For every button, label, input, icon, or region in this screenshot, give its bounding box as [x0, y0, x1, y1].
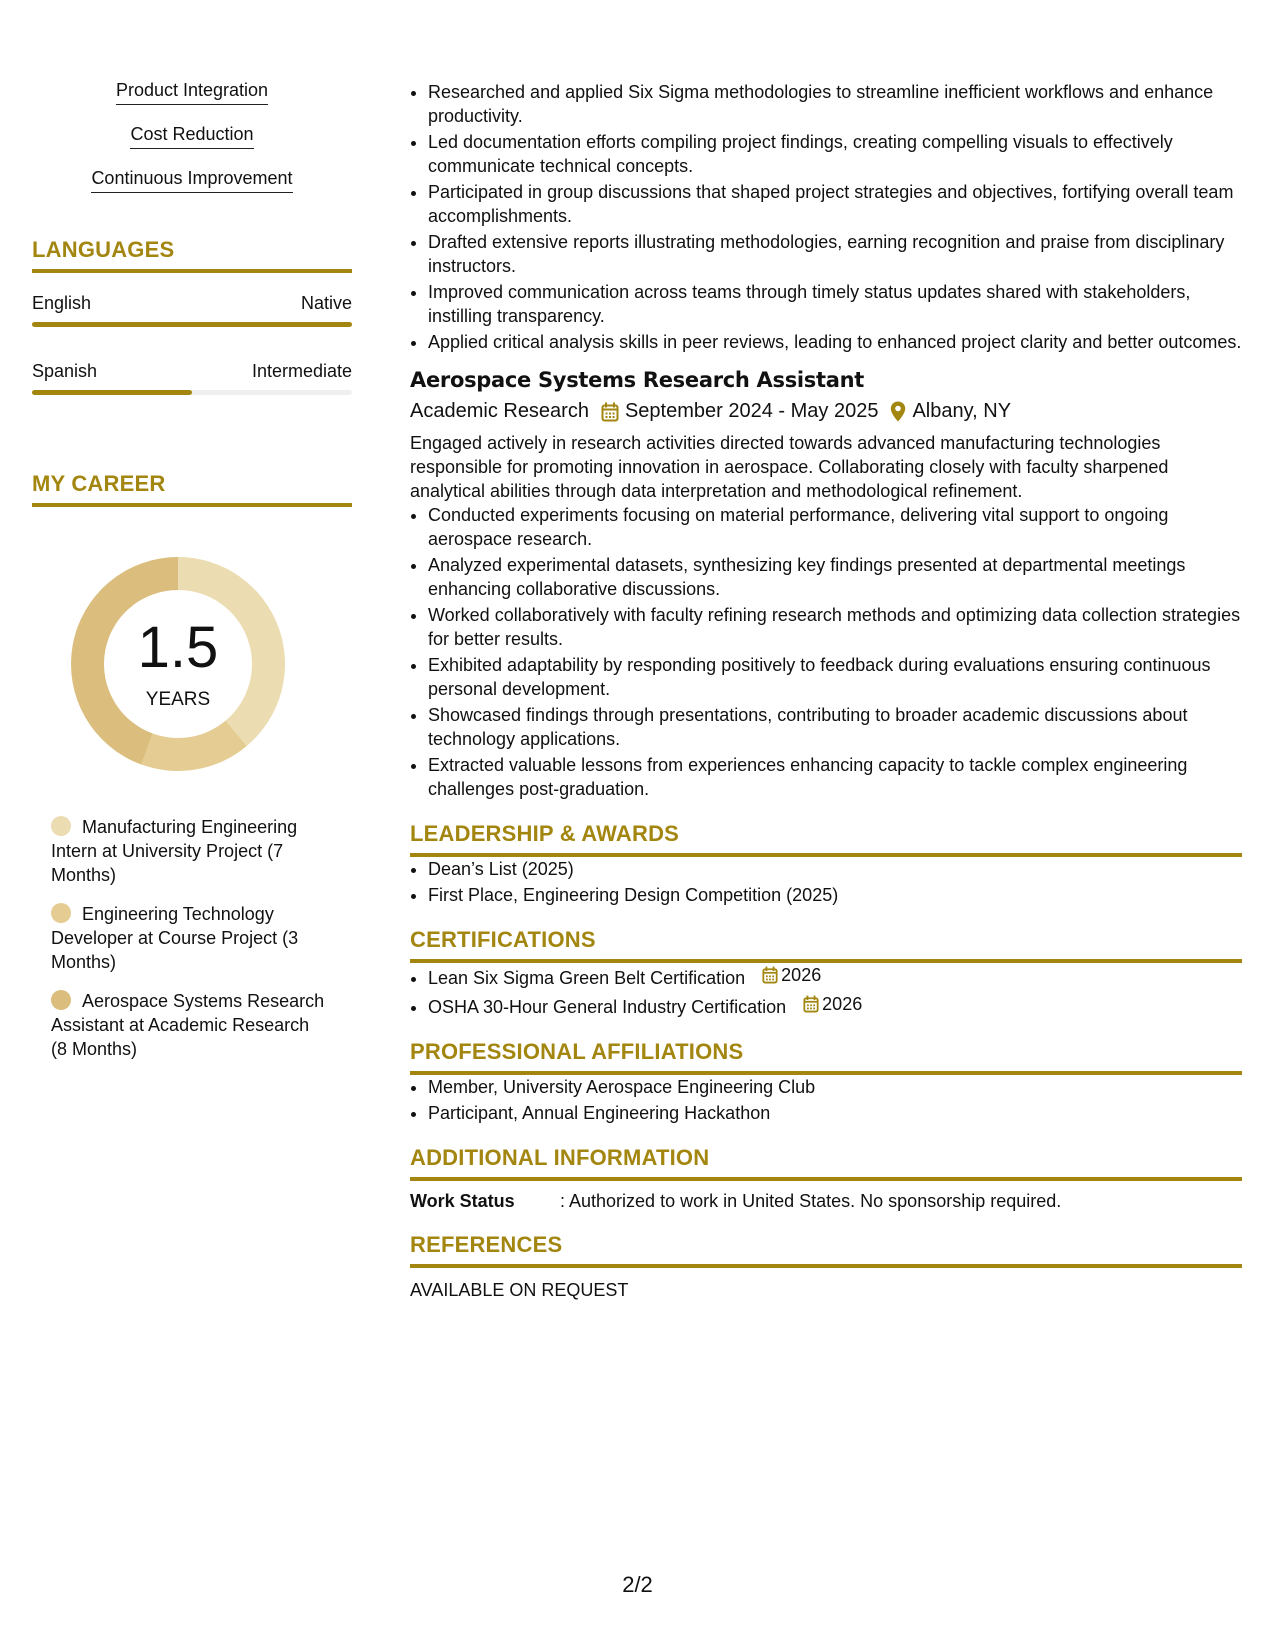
affiliations-section — [410, 1039, 1242, 1125]
language-level: Intermediate — [251, 361, 352, 381]
list-item: • Member, University Aerospace Engineering Club — [428, 1075, 1242, 1099]
language-level: Native — [300, 293, 352, 313]
language-bar-fill — [32, 322, 352, 327]
skill-item: Continuous Improvement — [32, 168, 352, 193]
section-title: LEADERSHIP & AWARDS — [410, 821, 680, 846]
skill-item: Product Integration — [32, 80, 352, 105]
legend-dot — [51, 816, 71, 836]
page-number: 2/2 — [622, 1572, 653, 1597]
career-section — [32, 471, 352, 1061]
list-item: • Dean’s List (2025) — [428, 857, 1242, 881]
list-item — [428, 963, 1242, 990]
certification-name: OSHA 30-Hour General Industry Certification — [428, 997, 787, 1017]
leadership-section — [410, 821, 1242, 907]
list-item: • Participant, Annual Engineering Hackathon — [428, 1101, 1242, 1125]
calendar-icon — [762, 966, 778, 984]
list-item — [428, 992, 1242, 1019]
job-bullets — [410, 503, 1242, 801]
section-title: PROFESSIONAL AFFILIATIONS — [410, 1039, 744, 1064]
language-name: Spanish — [32, 361, 98, 381]
certification-name: Lean Six Sigma Green Belt Certification — [428, 968, 746, 988]
language-name: English — [32, 293, 92, 313]
section-divider — [32, 269, 352, 273]
legend-dot — [51, 990, 71, 1010]
certification-year: 2026 — [803, 992, 862, 1016]
language-bar-fill — [32, 390, 192, 395]
calendar-icon — [803, 995, 819, 1013]
section-title: CERTIFICATIONS — [410, 927, 596, 952]
job-meta — [410, 400, 1242, 423]
list-item: • Applied critical analysis skills in peer reviews, leading to enhanced project clarity and better outcomes. — [428, 330, 1242, 354]
career-legend — [51, 815, 326, 1061]
list-item: • Improved communication across teams through timely status updates shared with stakeholders, instilling transparency. — [428, 280, 1242, 328]
legend-item: Engineering Technology Developer at Course Project (3 Months) — [51, 904, 299, 972]
sidebar — [32, 80, 352, 1076]
list-item: • First Place, Engineering Design Competition (2025) — [428, 883, 1242, 907]
section-divider — [410, 1177, 1242, 1181]
language-bar — [32, 390, 352, 395]
language-bar — [32, 322, 352, 327]
references-section — [410, 1232, 1242, 1301]
list-item: • Led documentation efforts compiling project findings, creating compelling visuals to effectively communicate technical concepts. — [428, 130, 1242, 178]
list-item: • Analyzed experimental datasets, synthesizing key findings presented at departmental meetings enhancing collaborative discussions. — [428, 553, 1242, 601]
list-item: • Participated in group discussions that shaped project strategies and objectives, fortifying overall team accomplishments. — [428, 180, 1242, 228]
job-dates: September 2024 - May 2025 — [624, 400, 879, 422]
list-item: • Conducted experiments focusing on material performance, delivering vital support to ongoing aerospace research. — [428, 503, 1242, 551]
work-status-label: Work Status — [410, 1191, 515, 1211]
section-title: MY CAREER — [32, 471, 166, 496]
career-unit: YEARS — [145, 689, 211, 710]
list-item: • Drafted extensive reports illustrating methodologies, earning recognition and praise from disciplinary instructors. — [428, 230, 1242, 278]
job-company: Academic Research — [410, 400, 589, 422]
skill-item: Cost Reduction — [32, 124, 352, 149]
legend-item: Aerospace Systems Research Assistant at Academic Research (8 Months) — [51, 991, 325, 1059]
leadership-list — [410, 857, 1242, 907]
work-status-value: : Authorized to work in United States. No sponsorship required. — [560, 1191, 1062, 1211]
work-status-row — [410, 1191, 1242, 1212]
languages-section — [32, 237, 352, 395]
language-row — [32, 293, 352, 314]
job-description: Engaged actively in research activities directed towards advanced manufacturing technologies responsible for promoting innovation in aerospace. Collaborating closely with faculty sharpened analytical abilities through data interpretation and methodological refinement. — [410, 433, 1169, 501]
main-content — [410, 80, 1242, 1301]
certification-year: 2026 — [762, 963, 821, 987]
section-title: REFERENCES — [410, 1232, 563, 1257]
certifications-section — [410, 927, 1242, 1019]
certifications-list — [410, 963, 1242, 1019]
list-item: • Worked collaboratively with faculty refining research methods and optimizing data collection strategies for better results. — [428, 603, 1242, 651]
calendar-icon — [601, 402, 619, 422]
list-item: • Researched and applied Six Sigma methodologies to streamline inefficient workflows and enhance productivity. — [428, 80, 1242, 128]
job-title: Aerospace Systems Research Assistant — [410, 368, 865, 392]
list-item: • Exhibited adaptability by responding positively to feedback during evaluations ensuring continuous personal development. — [428, 653, 1242, 701]
section-title: ADDITIONAL INFORMATION — [410, 1145, 710, 1170]
career-donut-chart — [63, 549, 293, 779]
references-text: AVAILABLE ON REQUEST — [410, 1280, 629, 1300]
job-location: Albany, NY — [912, 400, 1012, 422]
legend-item: Manufacturing Engineering Intern at University Project (7 Months) — [51, 817, 298, 885]
legend-dot — [51, 903, 71, 923]
section-divider — [410, 1264, 1242, 1268]
location-pin-icon — [890, 401, 906, 422]
section-title: LANGUAGES — [32, 237, 175, 262]
list-item: • Extracted valuable lessons from experiences enhancing capacity to tackle complex engineering challenges post-graduation. — [428, 753, 1242, 801]
section-divider — [32, 503, 352, 507]
career-total: 1.5 — [137, 615, 219, 680]
language-row — [32, 361, 352, 382]
additional-info-section — [410, 1145, 1242, 1212]
previous-job-bullets — [410, 80, 1242, 354]
affiliations-list — [410, 1075, 1242, 1125]
list-item: • Showcased findings through presentations, contributing to broader academic discussions about technology applications. — [428, 703, 1242, 751]
donut-segment — [141, 721, 246, 771]
